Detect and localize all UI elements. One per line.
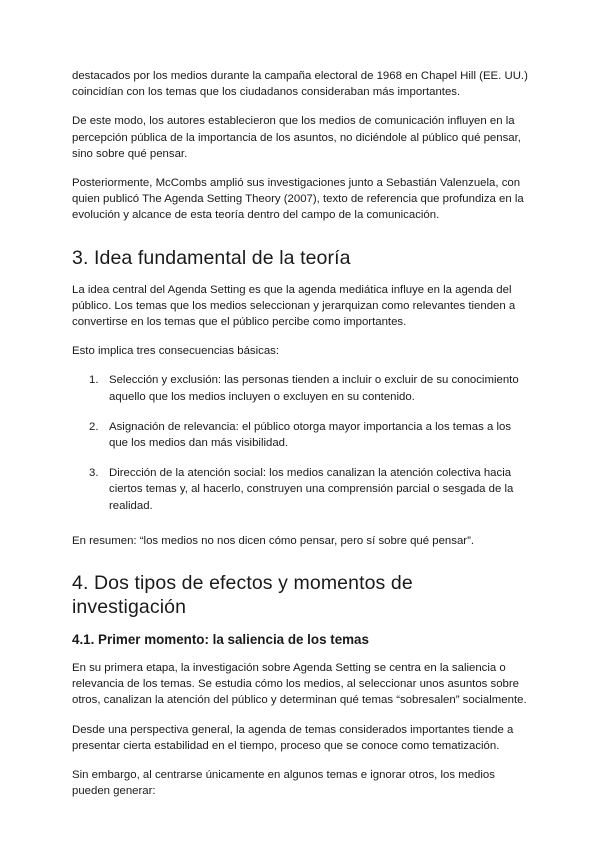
paragraph: En su primera etapa, la investigación sobre Agenda Setting se centra en la saliencia o relevancia de los temas. Se estudia cómo los medios, al seleccionar unos asuntos sobre otros, canalizan la atención del público y determinan qué temas “sobresalen” socialmente.	[72, 662, 527, 707]
list-item-text: Asignación de relevancia: el público otorga mayor importancia a los temas a los que los medios dan más visibilidad.	[109, 420, 512, 450]
paragraph: Posteriormente, McCombs amplió sus investigaciones junto a Sebastián Valenzuela, con quien publicó The Agenda Setting Theory (2007), texto de referencia que profundiza en la evolución y alcance de esta teoría dentro del campo de la comunicación.	[72, 177, 524, 222]
paragraph: Sin embargo, al centrarse únicamente en algunos temas e ignorar otros, los medios pueden generar:	[72, 769, 495, 798]
paragraph: La idea central del Agenda Setting es que la agenda mediática influye en la agenda del público. Los temas que los medios seleccionan y jerarquizan como relevantes tienden a convertirse en los temas que el público percibe como importantes.	[72, 283, 516, 329]
list-item	[72, 465, 528, 514]
list-number: 1.	[89, 374, 99, 387]
paragraph: Esto implica tres consecuencias básicas:	[72, 345, 280, 358]
paragraph: destacados por los medios durante la campaña electoral de 1968 en Chapel Hill (EE. UU.) coincidían con los temas que los ciudadanos consideraban más importantes.	[72, 70, 528, 99]
document-page	[72, 68, 528, 812]
list-item	[72, 372, 528, 404]
list-item-text: Selección y exclusión: las personas tienden a incluir o excluir de su conocimiento aquello que los medios incluyen o excluyen en su contenido.	[109, 374, 519, 403]
paragraph: De este modo, los autores establecieron que los medios de comunicación influyen en la percepción pública de la importancia de los asuntos, no diciéndole al público qué pensar, sino sobre qué pensar.	[72, 115, 521, 160]
section-heading: 3. Idea fundamental de la teoría	[72, 246, 351, 269]
list-number: 2.	[89, 420, 99, 433]
paragraph: Desde una perspectiva general, la agenda de temas considerados importantes tiende a presentar cierta estabilidad en el tiempo, proceso que se conoce como tematización.	[72, 723, 514, 752]
consequences-list	[72, 372, 528, 513]
list-number: 3.	[89, 467, 99, 480]
subsection-heading: 4.1. Primer momento: la saliencia de los temas	[72, 632, 369, 648]
list-item-text: Dirección de la atención social: los medios canalizan la atención colectiva hacia ciertos temas y, al hacerlo, construyen una comprensión parcial o sesgada de la realidad.	[109, 467, 514, 512]
list-item	[72, 419, 528, 451]
summary-paragraph: En resumen: “los medios no nos dicen cómo pensar, pero sí sobre qué pensar”.	[72, 534, 475, 547]
section-heading: 4. Dos tipos de efectos y momentos de investigación	[72, 572, 413, 619]
